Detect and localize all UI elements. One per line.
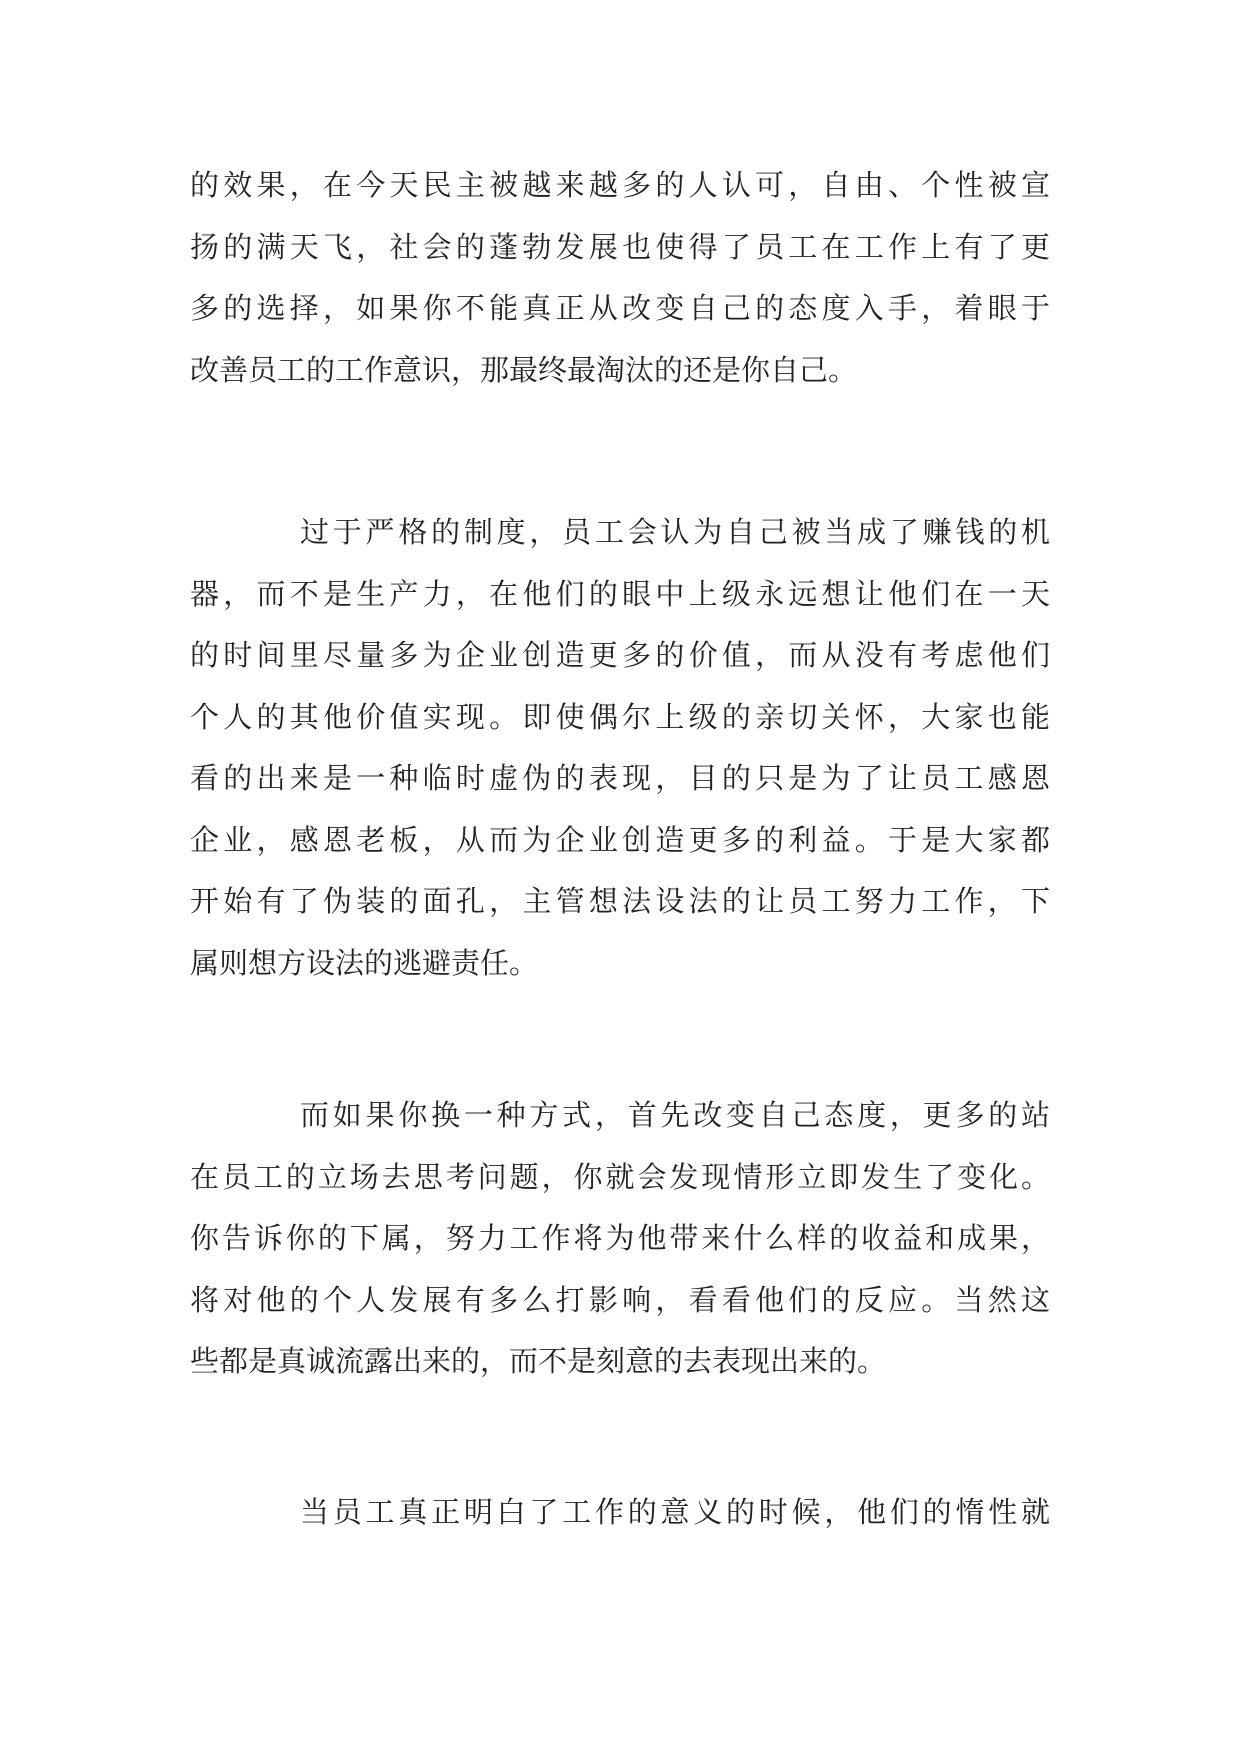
paragraph-4 [190,1482,1050,1544]
text-line: 属则想方设法的逃避责任。 [190,945,539,980]
paragraph-2 [190,502,1050,994]
text-line: 些都是真诚流露出来的，而不是刻意的去表现出来的。 [190,1344,887,1378]
text-line: 扬的满天飞，社会的蓬勃发展也使得了员工在工作上有了更 [190,229,1050,264]
text-line: 看的出来是一种临时虚伪的表现，目的只是为了让员工感恩 [190,761,1050,795]
text-line: 多的选择，如果你不能真正从改变自己的态度入手，着眼于 [190,291,1050,325]
text-line: 将对他的个人发展有多么打影响，看看他们的反应。当然这 [190,1282,1050,1317]
text-line: 器，而不是生产力，在他们的眼中上级永远想让他们在一天 [190,576,1050,611]
text-line: 的时间里尽量多为企业创造更多的价值，而从没有考虑他们 [190,638,1050,672]
text-line: 当员工真正明白了工作的意义的时候，他们的惰性就 [300,1495,1050,1529]
text-line: 开始有了伪装的面孔，主管想法设法的让员工努力工作，下 [190,884,1050,918]
text-line: 个人的其他价值实现。即使偶尔上级的亲切关怀，大家也能 [190,699,1050,734]
paragraph-3 [190,1085,1050,1393]
text-line: 过于严格的制度，员工会认为自己被当成了赚钱的机 [300,515,1050,549]
text-line: 而如果你换一种方式，首先改变自己态度，更多的站 [300,1098,1050,1132]
text-line: 在员工的立场去思考问题，你就会发现情形立即发生了变化。 [190,1159,1050,1194]
paragraph-1 [190,155,1050,401]
text-line: 企业，感恩老板，从而为企业创造更多的利益。于是大家都 [190,822,1050,857]
text-line: 改善员工的工作意识，那最终最淘汰的还是你自己。 [190,352,858,387]
text-line: 的效果，在今天民主被越来越多的人认可，自由、个性被宣 [190,168,1050,202]
text-line: 你告诉你的下属，努力工作将为他带来什么样的收益和成果， [190,1221,1050,1255]
